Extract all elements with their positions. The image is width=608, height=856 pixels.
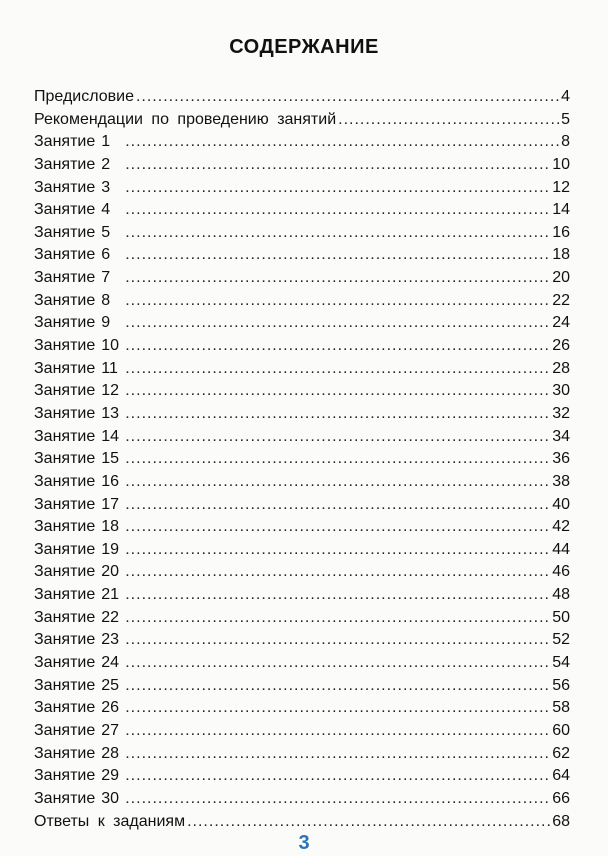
- toc-entry-page: 4: [561, 88, 570, 105]
- toc-lesson-word: Занятие: [34, 789, 96, 807]
- toc-lesson-word: Занятие: [34, 563, 96, 581]
- toc-leader-dots: [125, 224, 550, 242]
- toc-entry-label: [34, 496, 123, 514]
- toc-entry-page: 32: [552, 404, 570, 422]
- toc-lesson-number: 4: [101, 201, 111, 219]
- toc-leader-dots: [125, 473, 550, 491]
- toc-entry-page: 12: [552, 178, 570, 196]
- toc-entry-lesson: [34, 473, 570, 496]
- toc-lesson-number: 1: [101, 133, 111, 151]
- toc-entry-lesson: [34, 767, 570, 790]
- toc-lesson-number: 29: [101, 767, 120, 785]
- toc-entry-lesson: [34, 246, 570, 269]
- toc-entry-lesson: [34, 450, 570, 473]
- toc-lesson-number: 6: [101, 246, 111, 264]
- toc-leader-dots: [125, 292, 550, 310]
- toc-lesson-number: 25: [101, 676, 120, 694]
- toc-lesson-number: 19: [101, 540, 120, 558]
- toc-entry-page: 14: [552, 201, 570, 219]
- toc-lesson-word: Занятие: [34, 472, 96, 490]
- toc-lesson-number: 14: [101, 427, 120, 445]
- toc-entry-page: 54: [552, 654, 570, 672]
- toc-leader-dots: [125, 133, 559, 151]
- toc-entry-lesson: [34, 179, 570, 202]
- toc-lesson-number: 9: [101, 314, 111, 332]
- toc-entry-page: 46: [552, 563, 570, 581]
- toc-entry-label: [34, 337, 123, 355]
- toc-entry-label: [34, 790, 123, 808]
- toc-entry-label: [34, 428, 123, 446]
- toc-lesson-number: 20: [101, 563, 120, 581]
- toc-leader-dots: [187, 813, 550, 831]
- toc-lesson-number: 13: [101, 404, 120, 422]
- toc-leader-dots: [125, 360, 550, 378]
- toc-lesson-word: Занятие: [34, 518, 96, 536]
- toc-lesson-number: 2: [101, 155, 111, 173]
- toc-entry-label: [34, 382, 123, 400]
- toc-entry-label: [34, 269, 123, 287]
- toc-entry-label: [34, 722, 123, 740]
- toc-entry-lesson: [34, 428, 570, 451]
- toc-entry-lesson: [34, 790, 570, 813]
- toc-leader-dots: [125, 518, 550, 536]
- toc-entry-lesson: [34, 654, 570, 677]
- toc-leader-dots: [125, 677, 550, 695]
- toc-entry-label: [34, 179, 123, 197]
- toc-lesson-word: Занятие: [34, 178, 96, 196]
- toc-entry-label: [34, 224, 123, 242]
- toc-entry-page: 64: [552, 767, 570, 785]
- toc-leader-dots: [125, 246, 550, 264]
- toc-lesson-word: Занятие: [34, 427, 96, 445]
- toc-entry-lesson: [34, 609, 570, 632]
- toc-entry-label: Предисловие: [34, 88, 134, 105]
- toc-lesson-number: 30: [101, 789, 120, 807]
- toc-leader-dots: [125, 699, 550, 717]
- toc-lesson-word: Занятие: [34, 699, 96, 717]
- toc-entry-label: [34, 541, 123, 559]
- toc-entry-page: 22: [552, 291, 570, 309]
- toc-lesson-number: 17: [101, 495, 120, 513]
- toc-lesson-word: Занятие: [34, 404, 96, 422]
- toc-entry-page: 40: [552, 495, 570, 513]
- toc-entry-page: 44: [552, 540, 570, 558]
- toc-entry-label: [34, 654, 123, 672]
- toc-lesson-word: Занятие: [34, 744, 96, 762]
- toc-entry-label: [34, 586, 123, 604]
- toc-lesson-word: Занятие: [34, 495, 96, 513]
- toc-lesson-number: 3: [101, 178, 111, 196]
- toc-entry-label: [34, 473, 123, 491]
- toc-lesson-number: 24: [101, 654, 120, 672]
- toc-lesson-word: Занятие: [34, 721, 96, 739]
- toc-entry-page: 26: [552, 337, 570, 355]
- toc-lesson-number: 12: [101, 382, 120, 400]
- toc-entry-page: 52: [552, 631, 570, 649]
- toc-leader-dots: [125, 563, 550, 581]
- toc-leader-dots: [125, 586, 550, 604]
- toc-entry-lesson: [34, 382, 570, 405]
- toc-entry-lesson: [34, 631, 570, 654]
- toc-lesson-number: 10: [101, 337, 120, 355]
- toc-entry-label: [34, 156, 123, 174]
- toc-lesson-word: Занятие: [34, 314, 96, 332]
- toc-lesson-word: Занятие: [34, 540, 96, 558]
- toc-entry-page: 42: [552, 518, 570, 536]
- toc-leader-dots: [125, 337, 550, 355]
- toc-entry-label: Рекомендации по проведению занятий: [34, 110, 337, 128]
- toc-leader-dots: [125, 745, 550, 763]
- toc-entry-lesson: [34, 586, 570, 609]
- page-title: СОДЕРЖАНИЕ: [229, 36, 379, 58]
- toc-entry-lesson: [34, 337, 570, 360]
- toc-entry-page: 8: [561, 133, 570, 151]
- toc-entry-lesson: [34, 405, 570, 428]
- toc-entry-lesson: [34, 292, 570, 315]
- toc-lesson-number: 22: [101, 608, 120, 626]
- toc-lesson-number: 7: [101, 269, 111, 287]
- toc-leader-dots: [125, 405, 550, 423]
- toc-entry-label: [34, 699, 123, 717]
- toc-entry-lesson: [34, 269, 570, 292]
- toc-leader-dots: [125, 179, 550, 197]
- toc-entry-page: 60: [552, 721, 570, 739]
- toc-entry-page: 5: [561, 110, 570, 128]
- toc-entry-label: [34, 745, 123, 763]
- toc-leader-dots: [125, 450, 550, 468]
- toc-leader-dots: [136, 88, 559, 106]
- toc-lesson-word: Занятие: [34, 269, 96, 287]
- toc-lesson-word: Занятие: [34, 382, 96, 400]
- toc-leader-dots: [125, 314, 550, 332]
- toc-lesson-word: Занятие: [34, 359, 96, 377]
- toc-entry-page: 18: [552, 246, 570, 264]
- toc-lesson-word: Занятие: [34, 223, 96, 241]
- toc-leader-dots: [125, 496, 550, 514]
- toc-entry-label: [34, 563, 123, 581]
- toc-leader-dots: [125, 654, 550, 672]
- toc-leader-dots: [125, 722, 550, 740]
- toc-entry-page: 48: [552, 586, 570, 604]
- toc-lesson-word: Занятие: [34, 337, 96, 355]
- toc-entry-label: [34, 314, 123, 332]
- toc-entry-page: 56: [552, 676, 570, 694]
- toc-leader-dots: [125, 201, 550, 219]
- toc-entry-page: 28: [552, 359, 570, 377]
- toc-lesson-number: 21: [101, 586, 120, 604]
- toc-leader-dots: [125, 382, 550, 400]
- toc-lesson-word: Занятие: [34, 246, 96, 264]
- toc-entry-label: [34, 201, 123, 219]
- toc-lesson-number: 27: [101, 721, 120, 739]
- toc-entry-lesson: [34, 360, 570, 383]
- toc-lesson-number: 8: [101, 291, 111, 309]
- toc-entry-lesson: [34, 496, 570, 519]
- toc-entry-label: [34, 360, 123, 378]
- toc-lesson-word: Занятие: [34, 608, 96, 626]
- toc-entry-label: [34, 405, 123, 423]
- toc-leader-dots: [125, 790, 550, 808]
- toc-lesson-word: Занятие: [34, 291, 96, 309]
- toc-entry-label: [34, 246, 123, 264]
- toc-entry-lesson: [34, 133, 570, 156]
- page-number: 3: [298, 832, 310, 854]
- toc-lesson-number: 28: [101, 744, 120, 762]
- toc-entry-label: [34, 677, 123, 695]
- toc-entry-lesson: [34, 699, 570, 722]
- toc-entry-page: 20: [552, 269, 570, 287]
- toc-entry-label: Ответы к заданиям: [34, 812, 186, 830]
- toc-leader-dots: [125, 767, 550, 785]
- toc-lesson-number: 15: [101, 450, 120, 468]
- toc-entry-lesson: [34, 518, 570, 541]
- toc-entry-page: 38: [552, 472, 570, 490]
- toc-lesson-word: Занятие: [34, 133, 96, 151]
- toc-entry-lesson: [34, 745, 570, 768]
- toc-entry-page: 36: [552, 450, 570, 468]
- toc-entry-label: [34, 292, 123, 310]
- toc-lesson-word: Занятие: [34, 767, 96, 785]
- toc-leader-dots: [125, 156, 550, 174]
- toc-entry-lesson: [34, 563, 570, 586]
- toc-entry-lesson: [34, 201, 570, 224]
- toc-lesson-number: 18: [101, 518, 120, 536]
- toc-entry-page: 50: [552, 608, 570, 626]
- toc-lesson-word: Занятие: [34, 155, 96, 173]
- toc-entry-page: 24: [552, 314, 570, 332]
- toc-entry-page: 10: [552, 155, 570, 173]
- toc-lesson-word: Занятие: [34, 654, 96, 672]
- toc-lesson-number: 26: [101, 699, 120, 717]
- toc-lesson-word: Занятие: [34, 201, 96, 219]
- toc-entry-label: [34, 133, 123, 151]
- toc-entry-label: [34, 631, 123, 649]
- toc-lesson-number: 5: [101, 223, 111, 241]
- toc-entry-preface: [34, 88, 570, 111]
- toc-entry-lesson: [34, 314, 570, 337]
- toc-entry-label: [34, 609, 123, 627]
- toc-entry-label: [34, 767, 123, 785]
- toc-entry-page: 30: [552, 382, 570, 400]
- toc-lesson-number: 23: [101, 631, 120, 649]
- toc-lesson-word: Занятие: [34, 586, 96, 604]
- toc-entry-page: 16: [552, 223, 570, 241]
- toc-entry-page: 68: [552, 812, 570, 830]
- toc-entry-page: 34: [552, 427, 570, 445]
- toc-entry-label: [34, 518, 123, 536]
- toc-leader-dots: [125, 428, 550, 446]
- toc-lesson-word: Занятие: [34, 450, 96, 468]
- toc-lesson-number: 11: [101, 359, 118, 377]
- toc-entry-lesson: [34, 722, 570, 745]
- toc-entry-page: 58: [552, 699, 570, 717]
- toc-leader-dots: [125, 609, 550, 627]
- toc-entry-lesson: [34, 224, 570, 247]
- toc-leader-dots: [338, 111, 559, 129]
- toc-entry-page: 62: [552, 744, 570, 762]
- toc-lesson-word: Занятие: [34, 676, 96, 694]
- toc-entry-lesson: [34, 156, 570, 179]
- toc-entry-lesson: [34, 677, 570, 700]
- table-of-contents: [34, 88, 570, 835]
- toc-entry-lesson: [34, 541, 570, 564]
- toc-leader-dots: [125, 541, 550, 559]
- toc-entry-label: [34, 450, 123, 468]
- toc-leader-dots: [125, 631, 550, 649]
- toc-entry-page: 66: [552, 789, 570, 807]
- toc-lesson-word: Занятие: [34, 631, 96, 649]
- toc-leader-dots: [125, 269, 550, 287]
- toc-lesson-number: 16: [101, 472, 120, 490]
- toc-entry-recommendations: [34, 111, 570, 134]
